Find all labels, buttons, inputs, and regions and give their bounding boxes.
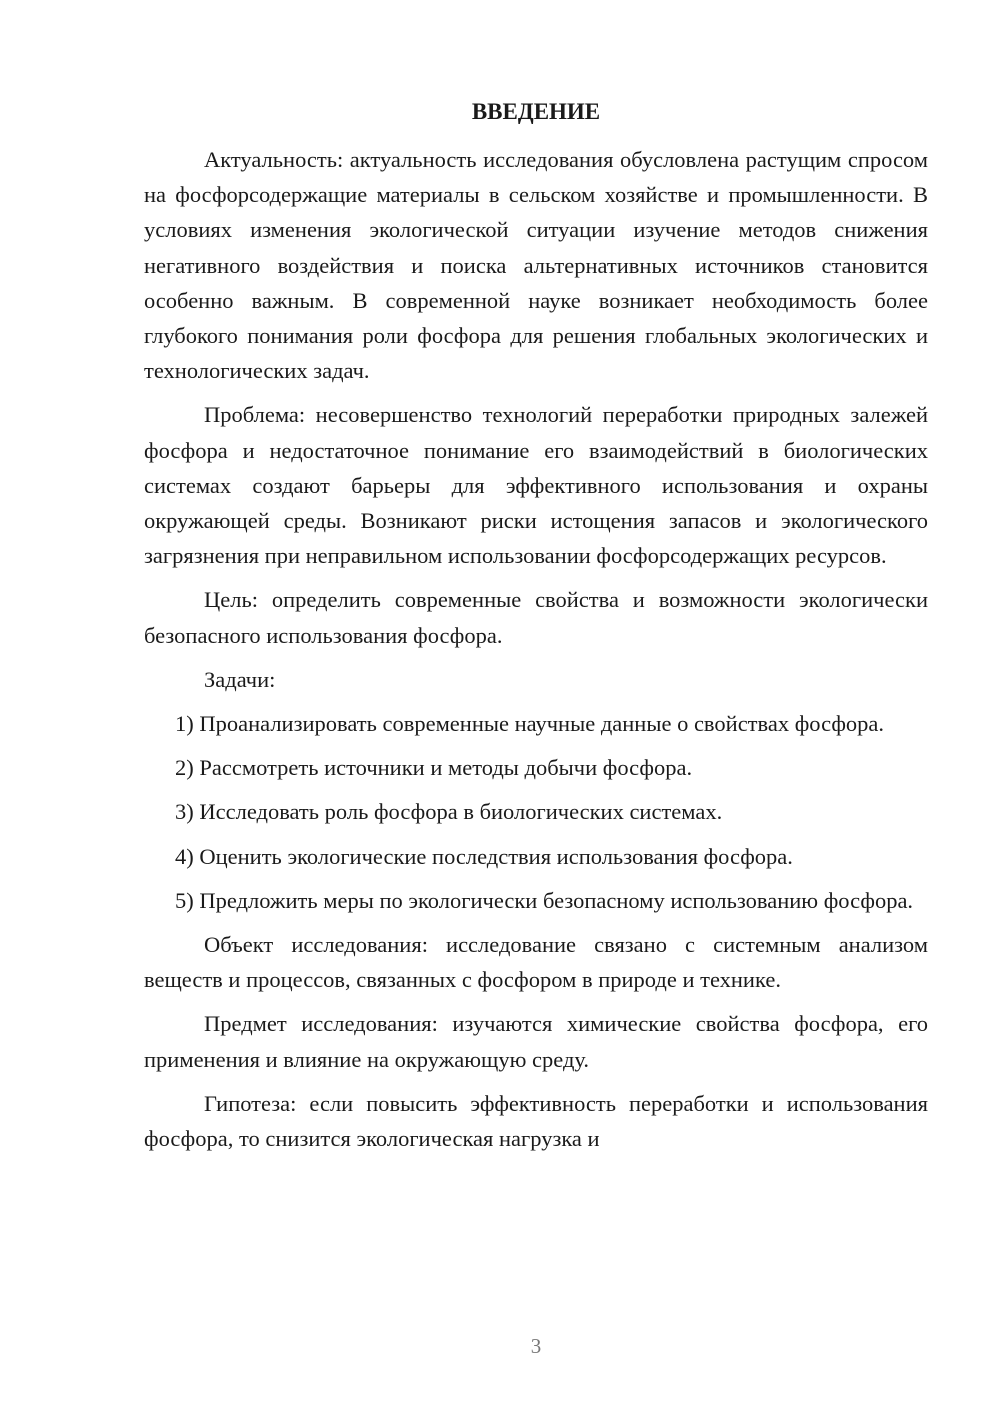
paragraph-relevance: Актуальность: актуальность исследования обусловлена растущим спросом на фосфорсодержащие материалы в сельском хозяйстве и промышленности. В условиях изменения экологической ситуации изучение методов снижения негативного воздействия и поиска альтернативных источников становится особенно важным. В современной науке возникает необходимость более глубокого понимания роли фосфора для решения глобальных экологических и технологических задач.	[144, 147, 928, 384]
task-item-3: 3) Исследовать роль фосфора в биологических системах.	[175, 799, 723, 825]
task-item-1: 1) Проанализировать современные научные данные о свойствах фосфора.	[175, 711, 885, 737]
paragraph-problem: Проблема: несовершенство технологий переработки природных залежей фосфора и недостаточное понимание его взаимодействий в биологических системах создают барьеры для эффективного использования и охраны окружающей среды. Возникают риски истощения запасов и экологического загрязнения при неправильном использовании фосфорсодержащих ресурсов.	[144, 402, 928, 569]
page-number: 3	[530, 1334, 542, 1358]
document-body	[144, 142, 928, 1165]
paragraph-subject: Предмет исследования: изучаются химические свойства фосфора, его применения и влияние на окружающую среду.	[144, 1011, 928, 1072]
page-title: ВВЕДЕНИЕ	[471, 99, 601, 124]
paragraph-hypothesis: Гипотеза: если повысить эффективность переработки и использования фосфора, то снизится экологическая нагрузка и	[144, 1090, 928, 1152]
task-item-4: 4) Оценить экологические последствия использования фосфора.	[175, 843, 793, 869]
paragraph-object: Объект исследования: исследование связано с системным анализом веществ и процессов, связанных с фосфором в природе и технике.	[144, 932, 928, 993]
paragraph-goal: Цель: определить современные свойства и возможности экологически безопасного использования фосфора.	[144, 587, 928, 648]
paragraph-tasks-heading: Задачи:	[204, 666, 276, 692]
task-item-2: 2) Рассмотреть источники и методы добычи фосфора.	[175, 755, 693, 781]
task-item-5: 5) Предложить меры по экологически безопасному использованию фосфора.	[175, 887, 914, 913]
